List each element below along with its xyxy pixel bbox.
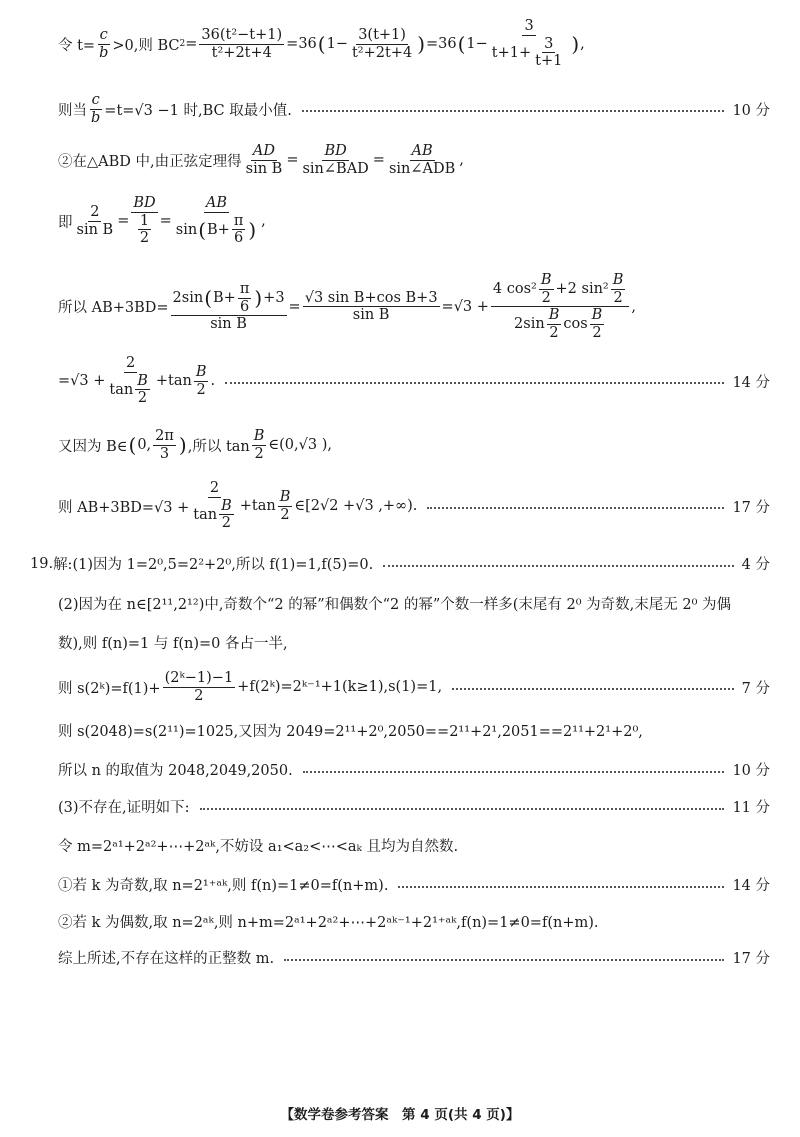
text: >0,则 BC: [112, 37, 180, 54]
text: =: [117, 213, 130, 229]
num: [171, 281, 287, 316]
line-19-n-values: [58, 759, 770, 780]
paren: ): [248, 217, 257, 242]
text: ,: [580, 36, 585, 52]
text: =: [185, 36, 198, 52]
nested-fraction: [533, 36, 564, 70]
text: 则 s(2ᵏ)=f(1)+: [58, 680, 161, 697]
fraction-3: [490, 18, 569, 70]
text: sin: [175, 221, 198, 238]
page-footer: 【数学卷参考答案 第 4 页(共 4 页)】: [280, 1107, 520, 1123]
num: B: [221, 497, 232, 514]
num: 3(t+1): [358, 26, 406, 43]
num: 2: [90, 203, 100, 220]
text: 解:(1)因为 1=2⁰,5=2²+2⁰,所以 f(1)=1,f(5)=0.: [53, 557, 374, 573]
num: 3: [544, 35, 554, 52]
text: (3)不存在,证明如下:: [58, 800, 190, 816]
den: t+1: [535, 53, 563, 70]
text: +2 sin²: [555, 280, 609, 297]
text: ,: [261, 213, 266, 229]
text: =: [288, 298, 301, 315]
fraction: [174, 195, 259, 247]
num: √3 sin B+cos B+3: [304, 289, 438, 306]
text: =: [286, 152, 299, 169]
score: 4 分: [741, 557, 770, 573]
paren: (: [457, 32, 466, 56]
text: 2sin: [172, 289, 204, 306]
num: AB: [411, 143, 433, 159]
fraction: [300, 143, 370, 177]
num: c: [91, 92, 100, 108]
den: 2: [221, 515, 232, 532]
text: 又因为 B∈: [58, 438, 128, 455]
score: 11 分: [732, 800, 770, 816]
text: 令 t=: [58, 37, 96, 54]
text: =36: [426, 36, 457, 52]
nested-fraction: [611, 272, 626, 306]
text: ∈(0,√3 ),: [268, 437, 332, 454]
dot-leader: [398, 886, 724, 888]
text: ②若 k 为偶数,取 n=2ᵃᵏ,则 n+m=2ᵃ¹+2ᵃ²+⋯+2ᵃᵏ⁻¹+2¹⁺ᵃᵏ,f(n)=1≠0=f(n+m).: [58, 915, 599, 931]
text: =t=√3 −1 时,BC 取最小值.: [104, 102, 292, 119]
num: 2: [209, 480, 220, 496]
num: AD: [252, 143, 276, 159]
text: 2sin: [514, 316, 545, 333]
nested-fraction: [138, 213, 151, 247]
num: π: [239, 280, 250, 297]
text: 1−: [326, 36, 348, 52]
den: b: [91, 109, 101, 126]
fraction: [194, 364, 209, 398]
num: BD: [324, 143, 347, 159]
den: 2: [194, 687, 204, 704]
den: 6: [233, 230, 244, 247]
num: 3: [524, 18, 534, 34]
fraction-c-over-b: [89, 92, 102, 126]
den: 2: [254, 445, 264, 462]
line-19-part3: [58, 796, 770, 817]
den: b: [99, 44, 109, 61]
line-19-part2b: [58, 632, 770, 653]
den: sin∠ADB: [388, 160, 456, 177]
score: 7 分: [741, 680, 770, 697]
dot-leader: [200, 808, 725, 810]
text: 令 m=2ᵃ¹+2ᵃ²+⋯+2ᵃᵏ,不妨设 a₁<a₂<⋯<aₖ 且均为自然数.: [58, 839, 459, 855]
dot-leader: [452, 688, 734, 690]
text: =: [159, 213, 172, 229]
text: 0,: [137, 437, 152, 454]
den: t²+2t+4: [351, 44, 413, 61]
nested-fraction: [238, 281, 252, 315]
line-19-s2k: [58, 670, 770, 704]
fraction: [131, 195, 157, 247]
den: sin∠BAD: [302, 160, 369, 177]
paren: ): [571, 32, 580, 56]
fraction-1: [199, 27, 284, 61]
line-19-let-m: [58, 835, 770, 856]
text: =36: [286, 36, 317, 52]
text: tan: [193, 506, 218, 523]
text: tan: [109, 381, 134, 398]
den: 2: [137, 390, 148, 407]
fraction: [387, 143, 457, 177]
text: ②在△ABD 中,由正弦定理得: [58, 153, 242, 170]
dot-leader: [383, 565, 733, 567]
fraction-2: [350, 27, 414, 61]
den: [107, 373, 153, 407]
text: 则 AB+3BD=√3 +: [58, 499, 190, 516]
den: [174, 213, 259, 247]
num: B: [137, 372, 148, 389]
num: B: [612, 272, 624, 288]
den: 3: [159, 445, 170, 462]
den: [134, 213, 155, 247]
num: BD: [133, 195, 156, 211]
den: 2: [280, 506, 290, 523]
text: =√3 +: [441, 298, 489, 315]
text: 所以 n 的取值为 2048,2049,2050.: [58, 763, 293, 779]
dot-leader: [302, 110, 725, 112]
fraction: [252, 428, 267, 462]
den: sin B: [210, 316, 247, 333]
text: 所以 AB+3BD=: [58, 300, 169, 317]
line-bc-squared: [58, 18, 770, 70]
num: [491, 272, 629, 307]
num: B: [195, 363, 207, 380]
score: 10 分: [732, 763, 770, 779]
score: 14 分: [732, 878, 770, 894]
paren: (: [204, 286, 213, 310]
den: 2: [196, 381, 206, 398]
line-ab-3bd: [58, 272, 770, 342]
dot-leader: [225, 382, 724, 384]
den: sin B: [352, 307, 390, 324]
num: B: [279, 488, 291, 505]
text: +tan: [239, 498, 276, 514]
line-final-range: [58, 480, 770, 532]
dot-leader: [427, 507, 724, 509]
line-sine-law: [58, 143, 770, 177]
paren: ): [417, 32, 425, 56]
dot-leader: [284, 959, 724, 961]
paren: (: [317, 32, 326, 56]
score: 17 分: [732, 951, 770, 967]
paren: (: [128, 433, 137, 458]
den: 2: [139, 230, 150, 247]
den: [191, 498, 237, 532]
text: =√3 +: [58, 373, 106, 389]
score: 10 分: [732, 102, 770, 119]
text: cos: [563, 316, 588, 333]
text: (2)因为在 n∈[2¹¹,2¹²)中,奇数个“2 的幂”和偶数个“2 的幂”个数一样多(末尾有 2⁰ 为奇数,末尾无 2⁰ 为偶: [58, 597, 732, 613]
sup: 2: [179, 39, 186, 49]
fraction: [153, 428, 176, 462]
text: t+1+: [491, 44, 532, 61]
text: 数),则 f(n)=1 与 f(n)=0 各占一半,: [58, 636, 288, 652]
num: B: [548, 307, 560, 324]
fraction: [171, 281, 287, 333]
text: ,: [631, 298, 637, 315]
text: ,所以 tan: [187, 438, 250, 455]
nested-fraction: [232, 213, 246, 247]
text: B+: [213, 289, 236, 306]
line-ratio: [58, 195, 770, 247]
den: t²+2t+4: [211, 44, 272, 61]
num: B: [540, 272, 552, 288]
num: B: [591, 307, 603, 324]
text: ∈[2√2 +√3 ,+∞).: [294, 498, 418, 514]
paren: ): [178, 433, 187, 458]
fraction: [244, 143, 285, 177]
score: 17 分: [732, 499, 770, 516]
num: (2ᵏ−1)−1: [164, 670, 234, 686]
text: +tan: [155, 373, 192, 389]
line-19-part1: [30, 553, 770, 574]
problem-number: 19.: [30, 555, 54, 572]
text: 综上所述,不存在这样的正整数 m.: [58, 951, 275, 967]
text: =: [372, 152, 385, 169]
den: 6: [239, 298, 250, 315]
paren: ): [254, 286, 263, 310]
den: sin B: [76, 221, 114, 238]
fraction: [163, 670, 236, 704]
line-range-b: [58, 428, 770, 462]
text: +f(2ᵏ)=2ᵏ⁻¹+1(k≥1),s(1)=1,: [237, 679, 443, 696]
line-19-k-even: [58, 911, 770, 932]
den: [490, 36, 569, 70]
line-19-s2048: [58, 720, 770, 741]
fraction-c-over-b: [97, 27, 110, 61]
den: 2: [541, 289, 551, 306]
num: 36(t²−t+1): [201, 26, 283, 43]
paren: (: [198, 217, 207, 242]
num: π: [233, 212, 244, 229]
text: +3: [263, 289, 285, 306]
nested-fraction: [219, 498, 234, 532]
fraction: [191, 480, 237, 532]
text: B+: [207, 221, 230, 238]
num: c: [99, 26, 108, 43]
num: 2: [125, 355, 136, 371]
num: AB: [205, 195, 228, 211]
num: B: [253, 428, 265, 444]
dot-leader: [303, 771, 725, 773]
num: 1: [139, 212, 150, 229]
line-19-k-odd: [58, 874, 770, 895]
den: 2: [613, 289, 623, 306]
line-tan-form: [58, 355, 770, 407]
fraction: [303, 290, 440, 324]
nested-fraction: [547, 307, 562, 341]
fraction: [278, 489, 293, 523]
text: 即: [58, 214, 73, 231]
fraction: [75, 204, 116, 238]
text: 则当: [58, 102, 87, 119]
den: sin B: [245, 160, 283, 177]
nested-fraction: [135, 373, 150, 407]
den: 2: [592, 325, 602, 342]
line-19-part2a: [58, 593, 770, 614]
text: ①若 k 为奇数,取 n=2¹⁺ᵃᵏ,则 f(n)=1≠0=f(n+m).: [58, 878, 389, 894]
line-min-value: [58, 92, 770, 126]
text: ,: [459, 152, 464, 169]
den: [512, 307, 608, 341]
line-19-conclusion: [58, 947, 770, 968]
text: 1−: [466, 36, 488, 52]
nested-fraction: [590, 307, 605, 341]
fraction: [107, 355, 153, 407]
den: 2: [549, 325, 559, 342]
text: 则 s(2048)=s(2¹¹)=1025,又因为 2049=2¹¹+2⁰,2050==2¹¹+2¹,2051==2¹¹+2¹+2⁰,: [58, 724, 643, 740]
fraction: [491, 272, 629, 342]
score: 14 分: [732, 374, 770, 391]
text: .: [210, 373, 216, 389]
text: 4 cos²: [492, 280, 537, 297]
nested-fraction: [539, 272, 554, 306]
num: 2π: [155, 428, 174, 444]
